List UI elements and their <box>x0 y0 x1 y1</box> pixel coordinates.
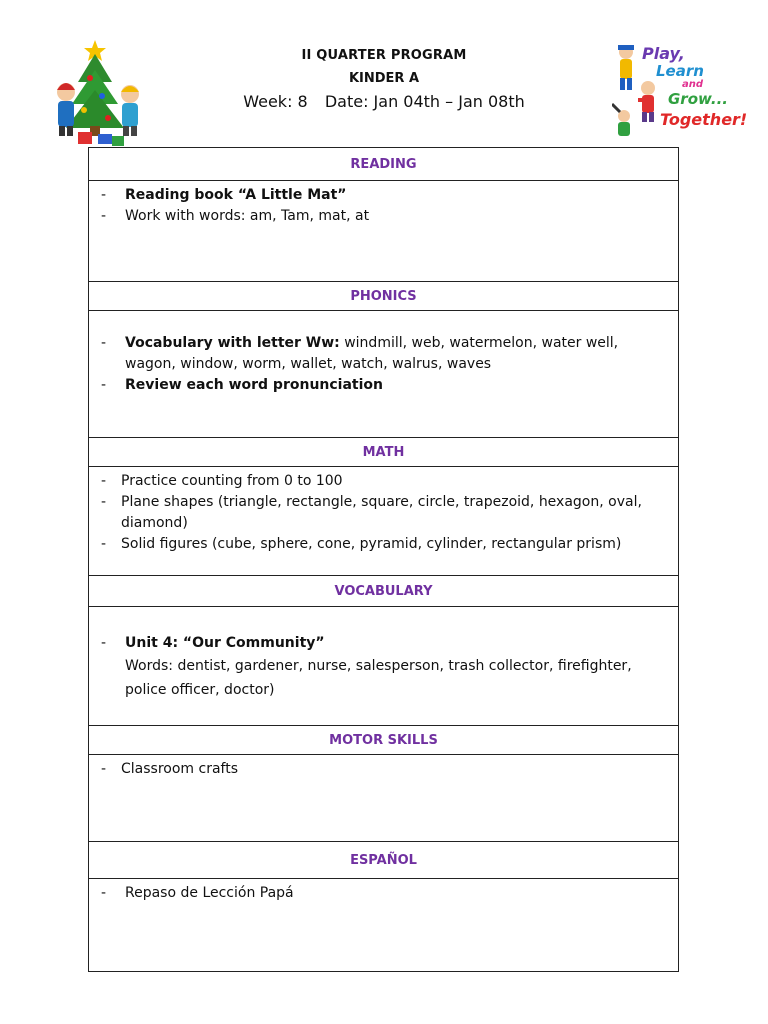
phonics-body-row <box>89 311 679 438</box>
list-item <box>89 375 678 396</box>
section-body-vocabulary <box>89 607 679 726</box>
reading-body-row <box>89 181 679 282</box>
list-item: - Plane shapes (triangle, rectangle, square, circle, trapezoid, hexagon, oval, diamond) <box>89 492 678 534</box>
section-heading-reading: READING <box>89 148 679 181</box>
section-body-phonics <box>89 311 679 438</box>
list-item: - Work with words: am, Tam, mat, at <box>89 206 678 227</box>
logo-word-together: Together! <box>660 110 748 129</box>
logo-word-grow: Grow... <box>668 90 729 108</box>
section-body-reading <box>89 181 679 282</box>
reading-book-title: Reading book “A Little Mat” <box>125 187 347 203</box>
espanol-heading-row <box>89 842 679 879</box>
list-item: - Classroom crafts <box>89 759 678 780</box>
logo-word-learn: Learn <box>656 62 704 80</box>
phonics-vocab-words: windmill, web, watermelon, water well, wagon, window, worm, wallet, watch, walrus, waves <box>125 335 619 372</box>
section-body-math <box>89 467 679 576</box>
list-item <box>89 633 678 702</box>
phonics-heading-row <box>89 282 679 311</box>
logo-word-play: Play, <box>642 44 685 63</box>
list-item: - Practice counting from 0 to 100 <box>89 471 678 492</box>
math-heading-row <box>89 438 679 467</box>
section-heading-math: MATH <box>89 438 679 467</box>
motor-skills-body-row <box>89 755 679 842</box>
list-item <box>89 185 678 206</box>
vocab-unit-title: - Unit 4: “Our Community” <box>125 635 325 651</box>
week-label: Week: 8 <box>243 92 308 111</box>
section-heading-motor-skills: MOTOR SKILLS <box>89 726 679 755</box>
motor-skills-heading-row <box>89 726 679 755</box>
list-item <box>89 333 678 375</box>
math-body-row <box>89 467 679 576</box>
reading-heading-row <box>89 148 679 181</box>
section-heading-vocabulary: VOCABULARY <box>89 576 679 607</box>
date-label: Date: Jan 04th – Jan 08th <box>324 92 525 111</box>
espanol-body-row <box>89 879 679 972</box>
vocabulary-heading-row <box>89 576 679 607</box>
class-name: KINDER A <box>348 71 420 86</box>
section-body-espanol <box>89 879 679 972</box>
play-learn-grow-logo <box>612 40 752 140</box>
logo-word-and: and <box>682 79 704 90</box>
vocab-unit-words: Words: dentist, gardener, nurse, salesperson, trash collector, firefighter, police officer, doctor) <box>125 658 632 698</box>
vocabulary-body-row <box>89 607 679 726</box>
section-body-motor-skills <box>89 755 679 842</box>
section-heading-phonics: PHONICS <box>89 282 679 311</box>
program-table <box>88 147 679 972</box>
phonics-review-label: Review each word pronunciation <box>125 377 384 393</box>
list-item: - Repaso de Lección Papá <box>89 883 678 904</box>
section-heading-espanol: ESPAÑOL <box>89 842 679 879</box>
list-item: - Solid figures (cube, sphere, cone, pyramid, cylinder, rectangular prism) <box>89 534 678 555</box>
program-title: II QUARTER PROGRAM <box>301 48 467 63</box>
page-header <box>0 0 768 150</box>
phonics-vocab-label: Vocabulary with letter Ww: <box>125 335 340 351</box>
